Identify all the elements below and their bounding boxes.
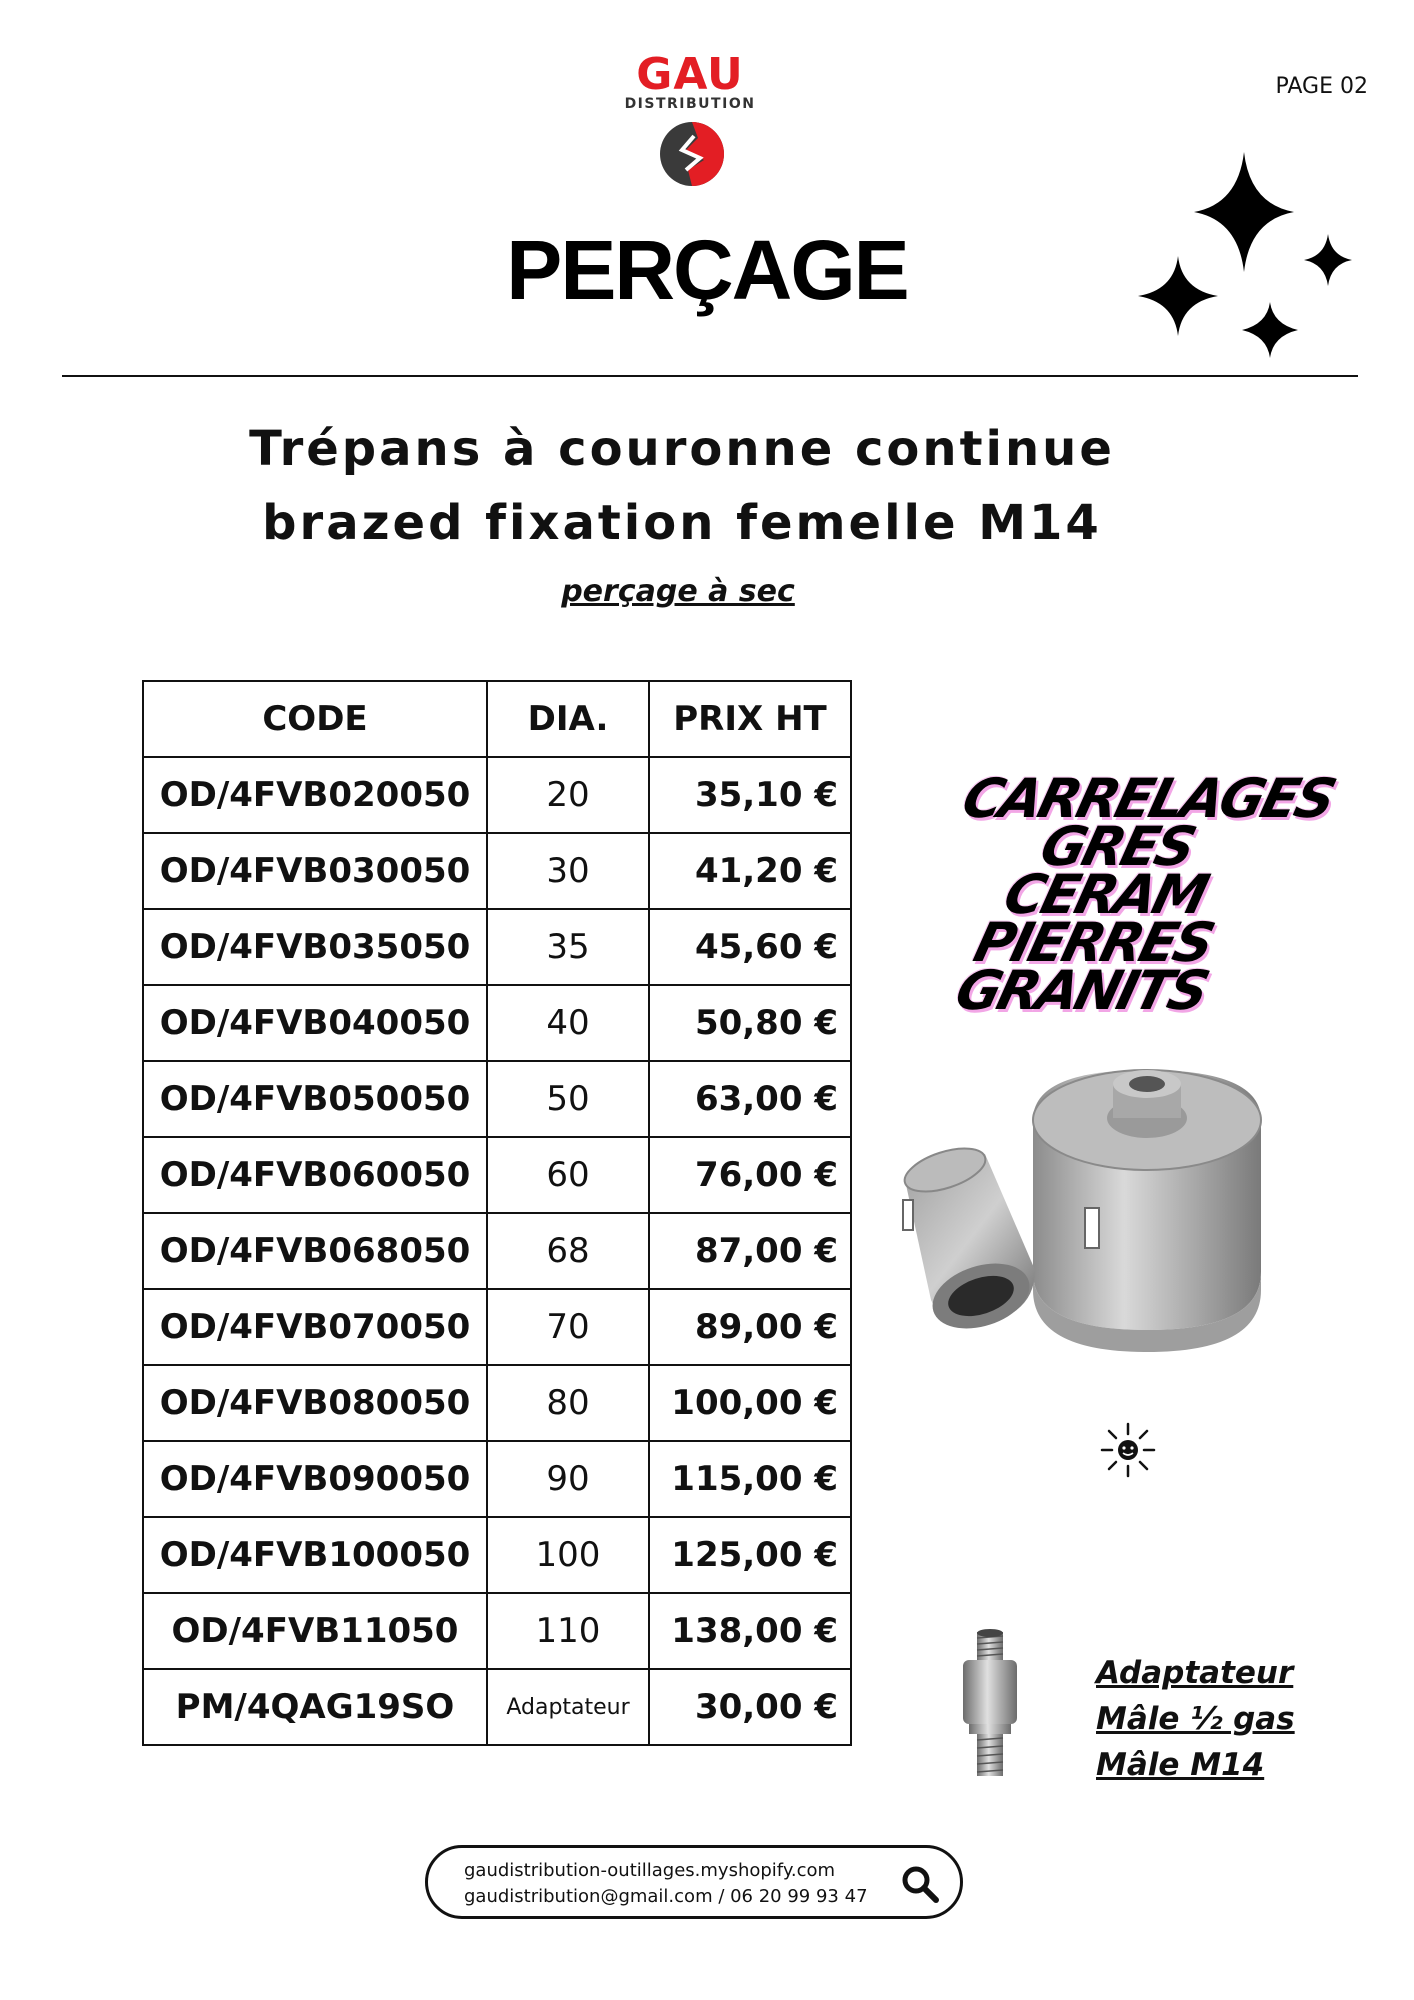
table-row	[143, 833, 851, 909]
cell-code: OD/4FVB020050	[143, 757, 487, 833]
cell-code: OD/4FVB050050	[143, 1061, 487, 1137]
cell-dia: 35	[487, 909, 649, 985]
cell-price: 30,00 €	[649, 1669, 851, 1745]
cell-code: OD/4FVB080050	[143, 1365, 487, 1441]
cell-code: OD/4FVB070050	[143, 1289, 487, 1365]
drilling-mode: perçage à sec	[561, 574, 795, 609]
cell-code: OD/4FVB035050	[143, 909, 487, 985]
cell-dia: 30	[487, 833, 649, 909]
cell-price: 89,00 €	[649, 1289, 851, 1365]
cell-code: OD/4FVB090050	[143, 1441, 487, 1517]
cell-price: 41,20 €	[649, 833, 851, 909]
adapter-line-1: Adaptateur	[1096, 1655, 1294, 1691]
cell-dia: 100	[487, 1517, 649, 1593]
divider	[62, 375, 1358, 377]
brand-name: GAU	[636, 49, 744, 100]
product-subtitle	[0, 412, 1364, 560]
table-header-row	[143, 681, 851, 757]
subtitle-line-1: Trépans à couronne continue	[249, 421, 1115, 477]
cell-dia: 68	[487, 1213, 649, 1289]
adapter-image	[955, 1628, 1025, 1780]
header-price: PRIX HT	[649, 681, 851, 757]
adapter-line-2: Mâle ½ gas	[1096, 1701, 1295, 1737]
page-title: PERÇAGE	[506, 223, 908, 317]
subtitle-line-2: brazed fixation femelle M14	[262, 495, 1102, 551]
cell-price: 50,80 €	[649, 985, 851, 1061]
contact-box	[425, 1845, 963, 1919]
brand-emblem-icon	[658, 120, 726, 188]
brand-logo	[600, 49, 780, 192]
cell-code: OD/4FVB068050	[143, 1213, 487, 1289]
cell-code: OD/4FVB100050	[143, 1517, 487, 1593]
material-item: CARRELAGES	[956, 767, 1340, 830]
cell-dia: 110	[487, 1593, 649, 1669]
table-row	[143, 1365, 851, 1441]
cell-code: OD/4FVB11050	[143, 1593, 487, 1669]
cell-price: 63,00 €	[649, 1061, 851, 1137]
sun-doodle-icon	[1100, 1422, 1156, 1478]
cell-dia: 70	[487, 1289, 649, 1365]
search-icon	[898, 1862, 942, 1906]
cell-price: 138,00 €	[649, 1593, 851, 1669]
table-row	[143, 909, 851, 985]
cell-price: 45,60 €	[649, 909, 851, 985]
materials-list	[910, 767, 1340, 1022]
cell-price: 87,00 €	[649, 1213, 851, 1289]
table-row	[143, 1593, 851, 1669]
table-row	[143, 1669, 851, 1745]
adapter-description	[1096, 1650, 1356, 1788]
table-row	[143, 985, 851, 1061]
core-drill-bits-image	[885, 1060, 1305, 1380]
cell-price: 76,00 €	[649, 1137, 851, 1213]
material-item: GRANITS	[949, 959, 1213, 1022]
table-row	[143, 1137, 851, 1213]
cell-price: 125,00 €	[649, 1517, 851, 1593]
cell-dia: 50	[487, 1061, 649, 1137]
table-row	[143, 1289, 851, 1365]
cell-dia: 20	[487, 757, 649, 833]
cell-code: PM/4QAG19SO	[143, 1669, 487, 1745]
table-row	[143, 1441, 851, 1517]
website-link[interactable]: gaudistribution-outillages.myshopify.com	[464, 1860, 836, 1881]
brand-tagline: DISTRIBUTION	[624, 96, 756, 112]
email-phone: gaudistribution@gmail.com / 06 20 99 93 47	[464, 1886, 868, 1907]
header-dia: DIA.	[487, 681, 649, 757]
cell-dia: Adaptateur	[487, 1669, 649, 1745]
header-code: CODE	[143, 681, 487, 757]
cell-dia: 40	[487, 985, 649, 1061]
table-row	[143, 1213, 851, 1289]
cell-dia: 80	[487, 1365, 649, 1441]
adapter-line-3: Mâle M14	[1096, 1747, 1265, 1783]
cell-price: 115,00 €	[649, 1441, 851, 1517]
price-table	[142, 680, 852, 1746]
cell-price: 100,00 €	[649, 1365, 851, 1441]
cell-dia: 60	[487, 1137, 649, 1213]
material-item: GRES CERAM	[997, 815, 1213, 926]
cell-code: OD/4FVB040050	[143, 985, 487, 1061]
table-row	[143, 1061, 851, 1137]
table-row	[143, 757, 851, 833]
cell-price: 35,10 €	[649, 757, 851, 833]
cell-code: OD/4FVB030050	[143, 833, 487, 909]
page-number: PAGE 02	[1275, 74, 1368, 99]
table-row	[143, 1517, 851, 1593]
cell-code: OD/4FVB060050	[143, 1137, 487, 1213]
material-item: PIERRES	[968, 911, 1219, 974]
cell-dia: 90	[487, 1441, 649, 1517]
